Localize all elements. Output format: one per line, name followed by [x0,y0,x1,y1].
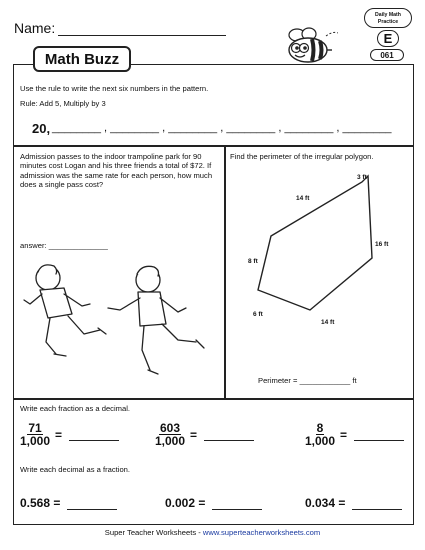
fraction-3-denominator: 1,000 [305,434,336,448]
decimal-1-answer-blank[interactable] [67,498,117,510]
fractions-instruction: Write each fraction as a decimal. [20,404,131,413]
pattern-start: 20, [32,121,51,136]
divider-1 [13,145,414,147]
side-label-16ft: 16 ft [375,241,389,248]
footer [0,528,425,537]
fraction-2-denominator: 1,000 [155,434,186,448]
worksheet-title: Math Buzz [33,46,131,72]
fraction-item-2 [155,422,254,447]
decimal-2-value: 0.002 = [165,496,206,510]
decimal-item-1 [20,496,117,510]
daily-practice-badge: Daily Math Practice [364,8,412,28]
level-letter-badge: E [377,30,399,47]
word-problem-answer[interactable]: answer: ______________ [20,241,108,250]
side-label-6ft: 6 ft [253,311,263,318]
fraction-2-answer-blank[interactable] [204,429,254,441]
fraction-3-numerator: 8 [316,421,324,435]
word-problem-text: Admission passes to the indoor trampoline park for 90 minutes cost Logan and his three friends a total of $72. If admission was the same rate for each person, how much does a single pass cost? [20,152,213,189]
polygon-instruction: Find the perimeter of the irregular polygon. [230,152,374,161]
side-label-14ft-bottom: 14 ft [321,319,335,326]
pattern-instruction: Use the rule to write the next six numbers in the pattern. [20,84,209,93]
fraction-3-answer-blank[interactable] [354,429,404,441]
name-line[interactable] [58,22,226,36]
fraction-1-answer-blank[interactable] [69,429,119,441]
bee-mascot-icon [282,26,338,66]
decimals-instruction: Write each decimal as a fraction. [20,465,131,474]
fraction-1-equals: = [55,427,63,442]
decimal-item-3 [305,496,402,510]
fraction-2-numerator: 603 [160,421,181,435]
fraction-1-denominator: 1,000 [20,434,51,448]
decimal-3-value: 0.034 = [305,496,346,510]
fraction-1-numerator: 71 [28,421,42,435]
side-label-8ft: 8 ft [248,258,258,265]
decimal-3-answer-blank[interactable] [352,498,402,510]
name-field[interactable] [14,20,226,36]
decimal-2-answer-blank[interactable] [212,498,262,510]
decimal-1-value: 0.568 = [20,496,61,510]
side-label-14ft-top: 14 ft [296,195,310,202]
divider-2 [13,398,414,400]
decimal-item-2 [165,496,262,510]
running-kids-illustration [20,258,220,388]
footer-url-link[interactable]: www.superteacherworksheets.com [202,528,321,537]
fraction-item-3 [305,422,404,447]
fraction-2-equals: = [190,427,198,442]
perimeter-answer[interactable]: Perimeter = ____________ ft [258,376,357,385]
pattern-answer-blanks[interactable]: ________ , ________ , ________ , ________ , ________ , ________ [52,122,392,134]
side-label-3ft: 3 ft [357,174,367,181]
name-label: Name: [14,20,56,36]
footer-brand: Super Teacher Worksheets - [104,528,203,537]
fraction-item-1 [20,422,119,447]
fraction-3-equals: = [340,427,348,442]
worksheet-number-badge: 061 [370,49,404,61]
pattern-rule: Rule: Add 5, Multiply by 3 [20,99,106,108]
